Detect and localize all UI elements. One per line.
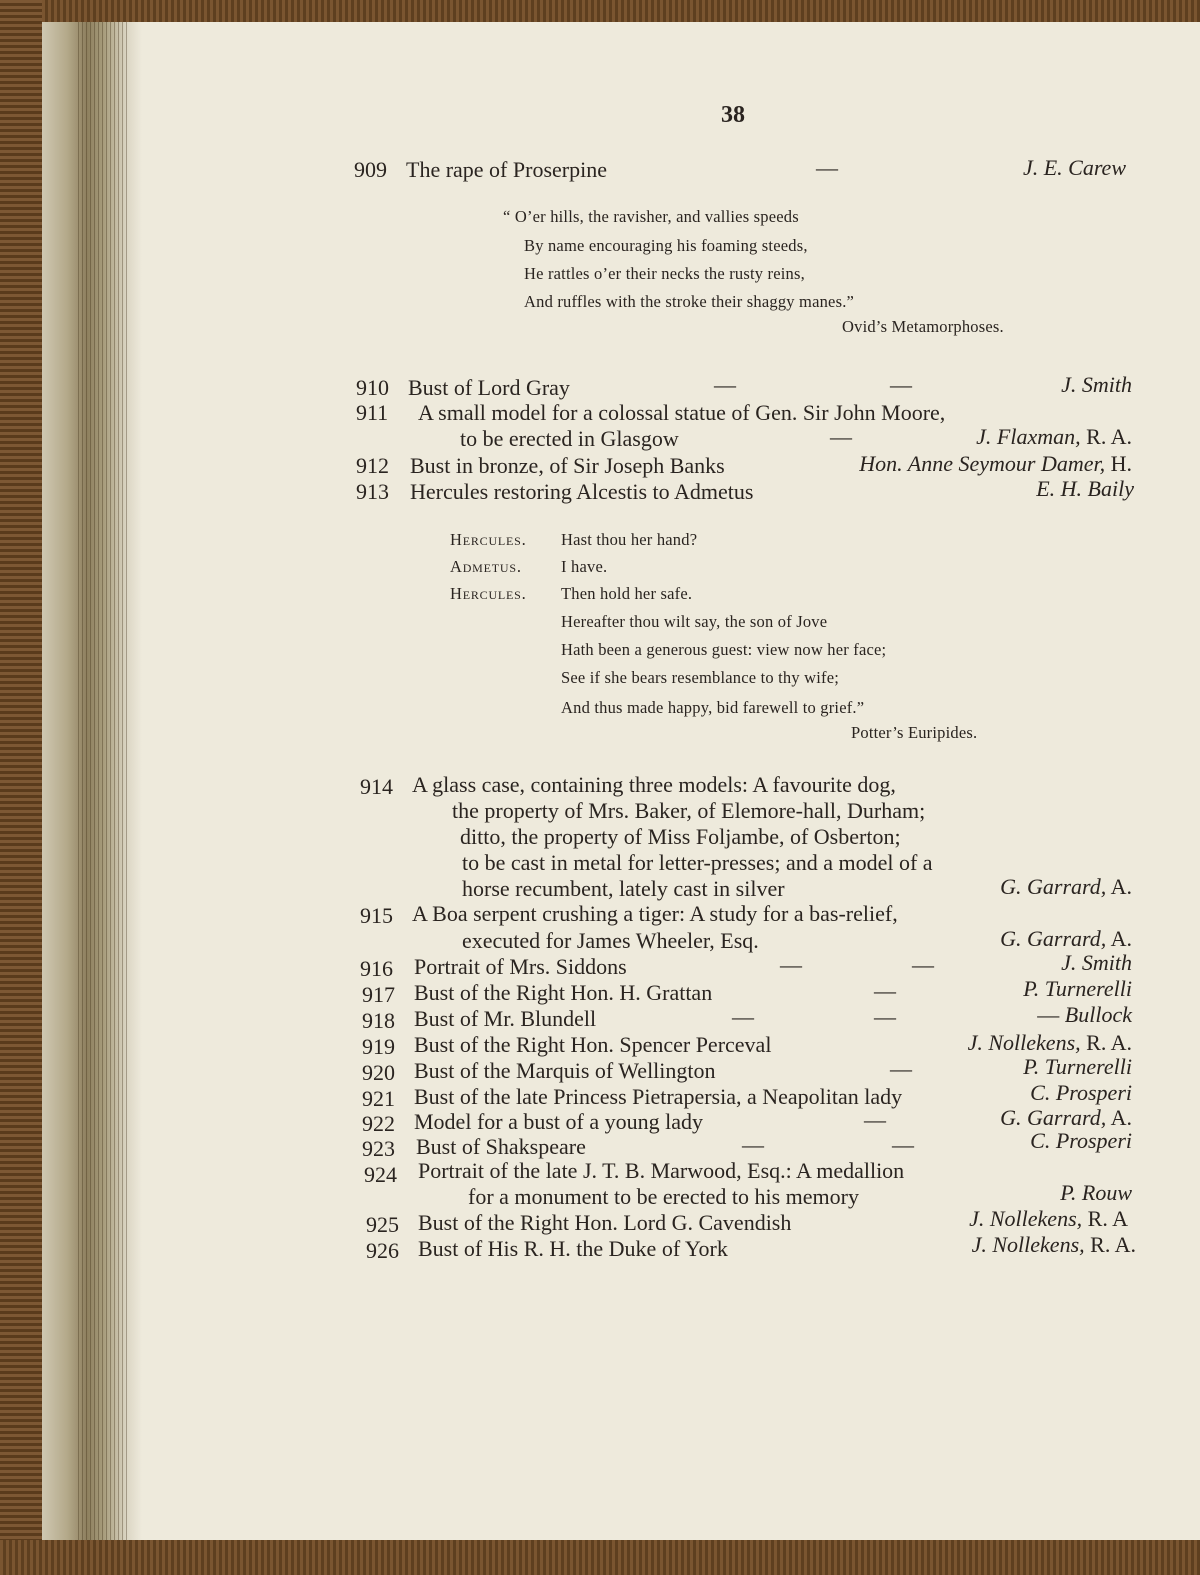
artist-name: Bullock: [1064, 1002, 1132, 1027]
entry-number-910: 910: [356, 375, 389, 400]
entry-title-909: The rape of Proserpine: [406, 157, 607, 182]
artist-name: J. Nollekens,: [967, 1030, 1081, 1055]
entry-number-912: 912: [356, 453, 389, 478]
entry-number-924: 924: [364, 1162, 397, 1187]
entry-dash: —: [892, 1132, 914, 1157]
entry-title-915: A Boa serpent crushing a tiger: A study for a bas-relief,: [412, 901, 898, 926]
entry-artist-918: [1037, 1002, 1132, 1028]
speaker-name: Admetus.: [450, 557, 522, 576]
entry-dash: —: [830, 424, 852, 449]
entry-dash: —: [714, 372, 736, 397]
entry-artist-912: [859, 451, 1132, 477]
quote-speaker: [450, 530, 527, 550]
quote-line: “ O’er hills, the ravisher, and vallies speeds: [503, 207, 799, 226]
entry-number-913: 913: [356, 479, 389, 504]
entry-number-917: 917: [362, 982, 395, 1007]
entry-title-914-line-5: horse recumbent, lately cast in silver: [462, 876, 785, 901]
artist-name: G. Garrard,: [1000, 926, 1107, 951]
entry-title-914-line-3: ditto, the property of Miss Foljambe, of Osberton;: [460, 824, 901, 849]
entry-title-918: Bust of Mr. Blundell: [414, 1006, 597, 1031]
quote-speaker: [450, 584, 527, 604]
artist-suffix: R. A.: [1086, 424, 1132, 449]
entry-dash: —: [732, 1004, 754, 1029]
entry-title-916: Portrait of Mrs. Siddons: [414, 954, 627, 979]
entry-artist-926: [972, 1232, 1136, 1258]
entry-artist-924: P. Rouw: [1060, 1180, 1132, 1205]
artist-suffix: R. A: [1087, 1206, 1128, 1231]
quote-speech: Then hold her safe.: [561, 584, 693, 603]
quote-line: And ruffles with the stroke their shaggy manes.”: [524, 292, 855, 311]
quote-source: Ovid’s Metamorphoses.: [842, 317, 1004, 336]
artist-name: Hon. Anne Seymour Damer,: [859, 451, 1106, 476]
page-number: 38: [721, 102, 745, 128]
entry-title-914: A glass case, containing three models: A favourite dog,: [412, 772, 896, 797]
entry-dash: —: [874, 978, 896, 1003]
quote-speech: Hast thou her hand?: [561, 530, 698, 549]
quote-line: See if she bears resemblance to thy wife;: [561, 668, 840, 687]
book-cover-top-edge: [0, 0, 1200, 22]
entry-artist-919: [968, 1030, 1132, 1056]
entry-dash: —: [890, 372, 912, 397]
entry-number-919: 919: [362, 1034, 395, 1059]
artist-name: J. Flaxman,: [976, 424, 1081, 449]
entry-artist-920: P. Turnerelli: [1023, 1054, 1132, 1079]
entry-artist-913: E. H. Baily: [1036, 476, 1134, 501]
page-gutter-texture: [78, 22, 130, 1540]
quote-line: He rattles o’er their necks the rusty reins,: [524, 264, 805, 283]
artist-suffix: R. A.: [1086, 1030, 1132, 1055]
quote-speaker: [450, 557, 522, 577]
entry-artist-915: [1000, 926, 1132, 952]
entry-number-925: 925: [366, 1212, 399, 1237]
artist-name: J. Nollekens,: [969, 1206, 1083, 1231]
entry-title-924: Portrait of the late J. T. B. Marwood, Esq.: A medallion: [418, 1158, 905, 1183]
artist-suffix: A.: [1110, 1105, 1132, 1130]
artist-name: J. Nollekens,: [971, 1232, 1085, 1257]
entry-title-925: Bust of the Right Hon. Lord G. Cavendish: [418, 1210, 792, 1235]
entry-title-924-line-2: for a monument to be erected to his memory: [468, 1184, 859, 1209]
entry-artist-916: J. Smith: [1061, 950, 1132, 975]
entry-artist-911: [976, 424, 1132, 450]
entry-title-914-line-4: to be cast in metal for letter-presses; and a model of a: [462, 850, 933, 875]
entry-title-915-line-2: executed for James Wheeler, Esq.: [462, 928, 759, 953]
entry-dash: —: [864, 1107, 886, 1132]
artist-name: G. Garrard,: [1000, 874, 1107, 899]
entry-dash: —: [742, 1132, 764, 1157]
entry-artist-923: C. Prosperi: [1030, 1128, 1132, 1153]
entry-title-919: Bust of the Right Hon. Spencer Perceval: [414, 1032, 772, 1057]
entry-number-918: 918: [362, 1008, 395, 1033]
entry-artist-914: [1000, 874, 1132, 900]
entry-title-926: Bust of His R. H. the Duke of York: [418, 1236, 728, 1261]
artist-suffix: A.: [1110, 874, 1132, 899]
entry-title-910: Bust of Lord Gray: [408, 375, 570, 400]
entry-dash: —: [874, 1004, 896, 1029]
entry-dash: —: [912, 952, 934, 977]
entry-title-914-line-2: the property of Mrs. Baker, of Elemore-hall, Durham;: [452, 798, 926, 823]
entry-number-914: 914: [360, 774, 393, 799]
entry-dash: —: [816, 155, 838, 180]
quote-line: By name encouraging his foaming steeds,: [524, 236, 808, 255]
entry-title-921: Bust of the late Princess Pietrapersia, a Neapolitan lady: [414, 1084, 903, 1109]
book-cover-spine-edge: [0, 0, 42, 1575]
entry-artist-921: C. Prosperi: [1030, 1080, 1132, 1105]
quote-source: Potter’s Euripides.: [851, 723, 978, 742]
entry-title-911: A small model for a colossal statue of Gen. Sir John Moore,: [418, 400, 946, 425]
entry-title-913: Hercules restoring Alcestis to Admetus: [410, 479, 754, 504]
speaker-name: Hercules.: [450, 530, 527, 549]
entry-number-920: 920: [362, 1060, 395, 1085]
entry-number-916: 916: [360, 956, 393, 981]
quote-line: Hereafter thou wilt say, the son of Jove: [561, 612, 828, 631]
entry-number-909: 909: [354, 157, 387, 182]
entry-title-922: Model for a bust of a young lady: [414, 1109, 703, 1134]
book-cover-bottom-edge: [0, 1540, 1200, 1575]
artist-suffix: H.: [1110, 451, 1132, 476]
artist-suffix: A.: [1110, 926, 1132, 951]
entry-number-923: 923: [362, 1136, 395, 1161]
entry-title-917: Bust of the Right Hon. H. Grattan: [414, 980, 713, 1005]
entry-dash: —: [780, 952, 802, 977]
entry-title-920: Bust of the Marquis of Wellington: [414, 1058, 716, 1083]
entry-title-911-line-2: to be erected in Glasgow: [460, 426, 679, 451]
entry-number-922: 922: [362, 1111, 395, 1136]
quote-line: And thus made happy, bid farewell to grief.”: [561, 698, 865, 717]
entry-artist-910: J. Smith: [1061, 372, 1132, 397]
entry-dash: —: [890, 1056, 912, 1081]
entry-number-926: 926: [366, 1238, 399, 1263]
artist-name: G. Garrard,: [1000, 1105, 1107, 1130]
entry-title-923: Bust of Shakspeare: [416, 1134, 586, 1159]
entry-number-915: 915: [360, 903, 393, 928]
entry-dash: —: [1037, 1002, 1060, 1027]
quote-line: Hath been a generous guest: view now her face;: [561, 640, 887, 659]
entry-artist-917: P. Turnerelli: [1023, 976, 1132, 1001]
entry-artist-909: J. E. Carew: [1022, 155, 1126, 180]
speaker-name: Hercules.: [450, 584, 527, 603]
quote-speech: I have.: [561, 557, 608, 576]
artist-suffix: R. A.: [1090, 1232, 1136, 1257]
entry-artist-925: [969, 1206, 1128, 1232]
entry-number-921: 921: [362, 1086, 395, 1111]
entry-number-911: 911: [356, 400, 389, 425]
entry-title-912: Bust in bronze, of Sir Joseph Banks: [410, 453, 725, 478]
